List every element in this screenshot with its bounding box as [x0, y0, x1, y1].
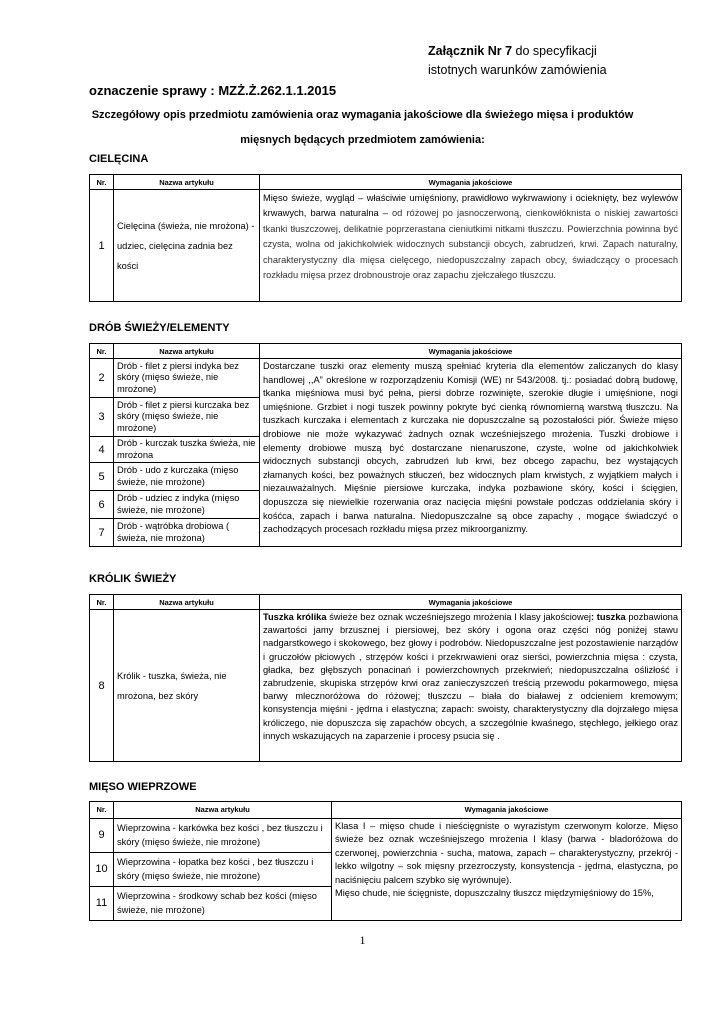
requirements-part1: Mięso świeże, wygląd – właściwie umięśniony, prawidłowo wykrwawiony i ocieknięty, bez wylewów krwawych, barwa naturalna – — [263, 193, 678, 219]
document-title-line2: mięsnych będących przedmiotem zamówienia: — [240, 134, 485, 146]
table-row — [90, 818, 682, 852]
table-header-row — [90, 175, 682, 190]
column-header-nr: Nr. — [90, 595, 114, 610]
section-heading-poultry: DRÓB ŚWIEŻY/ELEMENTY — [89, 322, 230, 334]
row-number: 4 — [90, 437, 114, 463]
requirements-part1: świeże bez oznak wcześniejszego mrożenia I klasy jakościowej — [326, 612, 591, 622]
requirements-text: Klasa I – mięso chude i nieścięgniste o wyrazistym czerwonym kolorze. Mięso świeże bez oznak wcześniejszego mrożenia I klasy (barwa - bladoróżowa do czerwonej, powierzchnia - sucha, matowa, zapach – charakterystyczny, przekrój - lekko wilgotny – sok mięsny przezroczysty, konsystencja - jędrna, elastyczna, po naciśnięciu palcem szybko się wyrównuje). — [335, 820, 678, 885]
column-header-requirements: Wymagania jakościowe — [332, 802, 682, 819]
article-name: Wieprzowina - łopatka bez kości , bez tłuszczu i skóry (mięso świeże, nie mrożone) — [114, 852, 332, 886]
case-reference: oznaczenie sprawy : MZŻ.Ż.262.1.1.2015 — [89, 83, 337, 98]
table-row — [90, 610, 682, 762]
row-number: 5 — [90, 463, 114, 491]
article-name: Drób - udziec z indyka (mięso świeże, nie mrożone) — [114, 491, 260, 519]
column-header-requirements: Wymagania jakościowe — [260, 344, 682, 359]
column-header-name: Nazwa artykułu — [114, 344, 260, 359]
row-number: 8 — [90, 610, 114, 762]
quality-requirements — [260, 190, 682, 302]
quality-requirements: Dostarczane tuszki oraz elementy muszą spełniać kryteria dla elementów zaliczanych do klasy handlowej ,,A” określone w rozporządzeniu Komisji (WE) nr 543/2008. tj.: posiadać dobrą budowę, tkanka mięśniowa musi być pełna, piersi dobrze rozwinięte, szerokie długie i umięśnione, nogi umięśnione. Grzbiet i nogi tuszek powinny pokryte być cienką równomierną warstwą tłuszczu. Na tuszkach kurczaka i elementach z kurczaka nie dopuszczalne są pozostałości piór. Świeże mięso drobiowe nie może wykazywać żadnych oznak wcześniejszego mrożenia. Tuszki drobiowe i elementy drobiowe muszą być dostarczane nienaruszone, czyste, wolne od jakichkolwiek widocznych substancji obcych, zabrudzeń lub krwi, bez obcego zapachu, bez wystających złamanych kości, bez poważnych stłuczeń, bez widocznych plam krwistych, z wyjątkiem małych i niezauważalnych. Mięśnie piersiowe kurczaka, indyka pozbawione skóry, kości i ścięgien, dopuszcza się niewielkie rozerwania oraz nacięcia mięśni powstałe podczas oddzielania skóry i kośćca, zapach i barwa naturalna. Niedopuszczalne są obce zapachy , mogące świadczyć o zachodzących procesach rozkładu mięsa przez mikroorganizmy. — [260, 359, 682, 547]
page-number: 1 — [359, 933, 366, 947]
row-number: 2 — [90, 359, 114, 398]
column-header-nr: Nr. — [90, 344, 114, 359]
table-header-row — [90, 802, 682, 819]
requirements-bold1: Tuszka królika — [263, 612, 327, 622]
document-title-line1: Szczegółowy opis przedmiotu zamówienia oraz wymagania jakościowe dla świeżego mięsa i produktów — [91, 109, 634, 121]
veal-table — [89, 174, 682, 302]
article-name: Drób - filet z piersi kurczaka bez skóry (mięso świeże, nie mrożone) — [114, 398, 260, 437]
annex-line2: istotnych warunków zamówienia — [428, 63, 607, 77]
table-row — [90, 190, 682, 302]
annex-number: Załącznik Nr 7 — [428, 44, 513, 58]
requirements-bold2: : tuszka — [590, 612, 626, 622]
annex-suffix: do specyfikacji — [512, 44, 597, 58]
article-name: Drób - kurczak tuszka świeża, nie mrożona — [114, 437, 260, 463]
article-name: Cielęcina (świeża, nie mrożona) - udziec, cielęcina zadnia bez kości — [114, 190, 260, 302]
column-header-requirements: Wymagania jakościowe — [260, 595, 682, 610]
article-name: Drób - udo z kurczaka (mięso świeże, nie mrożone) — [114, 463, 260, 491]
quality-requirements — [260, 610, 682, 762]
table-row — [90, 359, 682, 398]
row-number: 7 — [90, 519, 114, 547]
table-header-row — [90, 344, 682, 359]
article-name: Drób - filet z piersi indyka bez skóry (mięso świeże, nie mrożone) — [114, 359, 260, 398]
article-name: Królik - tuszka, świeża, nie mrożona, bez skóry — [114, 610, 260, 762]
rabbit-table — [89, 594, 682, 762]
column-header-name: Nazwa artykułu — [114, 802, 332, 819]
requirements-part2: pozbawiona zawartości jamy brzusznej i piersiowej, bez skóry i ogona oraz części nóg poniżej stawu nadgarstkowego i skokowego, bez głowy i podrobów. Niedopuszczalne jest pozostawienie narządów i gruczołów płciowych , strzępów kości i przekrwawieni oraz sierści, powierzchnia mięsa : czysta, gładka, bez głębszych ponacinań i powierzchownych przekrwień; niedopuszczalna oślizłość i zabrudzenie, skupiska strzępów krwi oraz zanieczyszczeń treścią przewodu pokarmowego, mięsa barwy mlecznoróżowa do różowej; tłuszczu – biała do białawej z odcieniem kremowym; konsystencja mięśni - jędrna i elastyczna; zapach: swoisty, charakterystyczny dla dojrzałego mięsa króliczego, nie dopuszcza się zapachów obcych, a szczególnie kwaśnego, stęchłego, jełkiego oraz innych wskazujących na zaparzenie i procesy psucia się . — [263, 612, 678, 741]
column-header-requirements: Wymagania jakościowe — [260, 175, 682, 190]
row-number: 10 — [90, 852, 114, 886]
section-heading-veal: CIELĘCINA — [89, 153, 149, 165]
row-number: 1 — [90, 190, 114, 302]
section-heading-rabbit: KRÓLIK ŚWIEŻY — [89, 573, 177, 585]
pork-table — [89, 801, 682, 921]
poultry-table — [89, 343, 682, 547]
requirements-continued: Mięso chude, nie ścięgniste, dopuszczalny tłuszcz międzymięśniowy do 15%, — [335, 888, 654, 899]
section-heading-pork: MIĘSO WIEPRZOWE — [89, 781, 197, 793]
article-name: Wieprzowina - karkówka bez kości , bez tłuszczu i skóry (mięso świeże, nie mrożone) — [114, 818, 332, 852]
column-header-name: Nazwa artykułu — [114, 595, 260, 610]
column-header-nr: Nr. — [90, 802, 114, 819]
column-header-name: Nazwa artykułu — [114, 175, 260, 190]
row-number: 9 — [90, 818, 114, 852]
article-name: Wieprzowina - środkowy schab bez kości (mięso świeże, nie mrożone) — [114, 886, 332, 920]
article-name: Drób - wątróbka drobiowa ( świeża, nie mrożona) — [114, 519, 260, 547]
row-number: 6 — [90, 491, 114, 519]
row-number: 3 — [90, 398, 114, 437]
column-header-nr: Nr. — [90, 175, 114, 190]
row-number: 11 — [90, 886, 114, 920]
table-header-row — [90, 595, 682, 610]
quality-requirements — [332, 818, 682, 920]
requirements-part2: od różowej po jasnoczerwoną, cienkowłóknista o niskiej zawartości tkanki tłuszczowej, delikatnie poprzerastana cieniutkimi nitkami tłuszczu. Powierzchnia powinna być czysta, wolna od jakichkolwiek widocznych substancji obcych, zabrudzeń, krwi. Zapach naturalny, charakterystyczny dla mięsa cielęcego, niedopuszczalny zapach obcy, świadczący o procesach rozkładu mięsa przez drobnoustroje oraz zapachu zjełczałego tłuszczu. — [263, 208, 678, 281]
annex-note — [428, 42, 607, 80]
